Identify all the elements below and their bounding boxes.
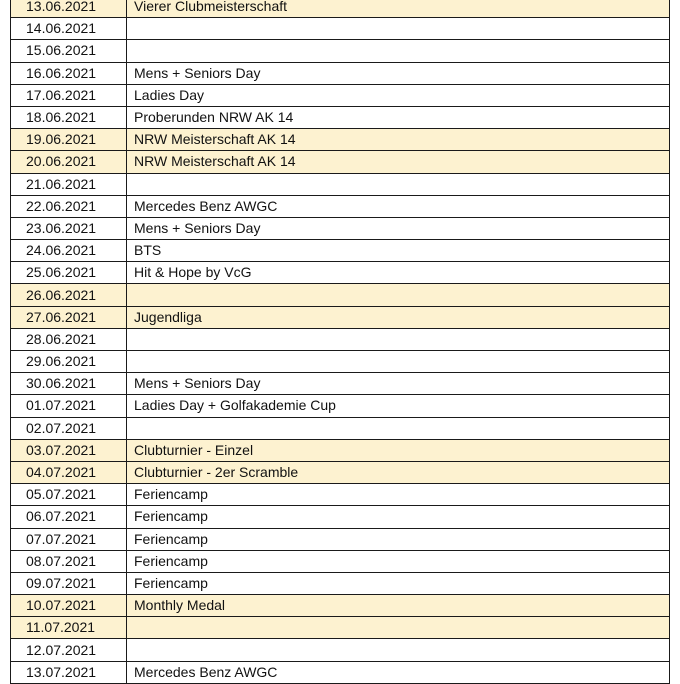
table-row xyxy=(11,84,670,106)
table-row xyxy=(11,240,670,262)
table-row xyxy=(11,62,670,84)
date-cell[interactable]: 09.07.2021 xyxy=(11,572,127,594)
date-cell[interactable]: 26.06.2021 xyxy=(11,284,127,306)
table-row xyxy=(11,195,670,217)
table-row xyxy=(11,639,670,661)
table-row xyxy=(11,351,670,373)
date-cell[interactable]: 25.06.2021 xyxy=(11,262,127,284)
table-row xyxy=(11,0,670,18)
date-cell[interactable]: 15.06.2021 xyxy=(11,40,127,62)
event-cell[interactable]: Mens + Seniors Day xyxy=(127,373,670,395)
date-cell[interactable]: 21.06.2021 xyxy=(11,173,127,195)
event-cell[interactable] xyxy=(127,284,670,306)
table-row xyxy=(11,284,670,306)
event-cell[interactable]: NRW Meisterschaft AK 14 xyxy=(127,129,670,151)
event-cell[interactable] xyxy=(127,328,670,350)
schedule-sheet xyxy=(10,0,670,684)
event-cell[interactable]: Monthly Medal xyxy=(127,595,670,617)
table-row xyxy=(11,106,670,128)
table-row xyxy=(11,506,670,528)
event-cell[interactable]: Feriencamp xyxy=(127,528,670,550)
date-cell[interactable]: 12.07.2021 xyxy=(11,639,127,661)
table-row xyxy=(11,395,670,417)
date-cell[interactable]: 24.06.2021 xyxy=(11,240,127,262)
date-cell[interactable]: 28.06.2021 xyxy=(11,328,127,350)
event-cell[interactable]: Jugendliga xyxy=(127,306,670,328)
event-cell[interactable] xyxy=(127,617,670,639)
table-row xyxy=(11,572,670,594)
event-cell[interactable]: BTS xyxy=(127,240,670,262)
date-cell[interactable]: 19.06.2021 xyxy=(11,129,127,151)
date-cell[interactable]: 20.06.2021 xyxy=(11,151,127,173)
event-cell[interactable]: Feriencamp xyxy=(127,550,670,572)
event-cell[interactable]: Clubturnier - 2er Scramble xyxy=(127,461,670,483)
date-cell[interactable]: 30.06.2021 xyxy=(11,373,127,395)
event-cell[interactable]: Ladies Day + Golfakademie Cup xyxy=(127,395,670,417)
event-cell[interactable]: Hit & Hope by VcG xyxy=(127,262,670,284)
event-cell[interactable]: Mercedes Benz AWGC xyxy=(127,195,670,217)
table-row xyxy=(11,528,670,550)
date-cell[interactable]: 23.06.2021 xyxy=(11,217,127,239)
table-row xyxy=(11,550,670,572)
event-cell[interactable] xyxy=(127,173,670,195)
event-cell[interactable] xyxy=(127,18,670,40)
table-row xyxy=(11,173,670,195)
event-cell[interactable]: Mens + Seniors Day xyxy=(127,62,670,84)
table-row xyxy=(11,217,670,239)
table-row xyxy=(11,484,670,506)
table-row xyxy=(11,262,670,284)
table-row xyxy=(11,306,670,328)
event-cell[interactable]: NRW Meisterschaft AK 14 xyxy=(127,151,670,173)
event-cell[interactable]: Feriencamp xyxy=(127,572,670,594)
date-cell[interactable]: 07.07.2021 xyxy=(11,528,127,550)
date-cell[interactable]: 04.07.2021 xyxy=(11,461,127,483)
event-cell[interactable]: Mercedes Benz AWGC xyxy=(127,661,670,683)
date-cell[interactable]: 02.07.2021 xyxy=(11,417,127,439)
date-cell[interactable]: 13.06.2021 xyxy=(11,0,127,18)
date-cell[interactable]: 29.06.2021 xyxy=(11,351,127,373)
table-row xyxy=(11,18,670,40)
date-cell[interactable]: 10.07.2021 xyxy=(11,595,127,617)
schedule-table xyxy=(10,0,670,684)
table-row xyxy=(11,40,670,62)
table-row xyxy=(11,461,670,483)
date-cell[interactable]: 06.07.2021 xyxy=(11,506,127,528)
event-cell[interactable]: Proberunden NRW AK 14 xyxy=(127,106,670,128)
date-cell[interactable]: 14.06.2021 xyxy=(11,18,127,40)
table-row xyxy=(11,373,670,395)
table-row xyxy=(11,595,670,617)
date-cell[interactable]: 17.06.2021 xyxy=(11,84,127,106)
table-row xyxy=(11,328,670,350)
date-cell[interactable]: 01.07.2021 xyxy=(11,395,127,417)
date-cell[interactable]: 18.06.2021 xyxy=(11,106,127,128)
schedule-table-body xyxy=(11,0,670,683)
event-cell[interactable]: Clubturnier - Einzel xyxy=(127,439,670,461)
table-row xyxy=(11,129,670,151)
event-cell[interactable]: Feriencamp xyxy=(127,484,670,506)
event-cell[interactable]: Vierer Clubmeisterschaft xyxy=(127,0,670,18)
event-cell[interactable] xyxy=(127,417,670,439)
date-cell[interactable]: 13.07.2021 xyxy=(11,661,127,683)
event-cell[interactable] xyxy=(127,639,670,661)
event-cell[interactable] xyxy=(127,40,670,62)
event-cell[interactable]: Ladies Day xyxy=(127,84,670,106)
date-cell[interactable]: 22.06.2021 xyxy=(11,195,127,217)
date-cell[interactable]: 16.06.2021 xyxy=(11,62,127,84)
date-cell[interactable]: 27.06.2021 xyxy=(11,306,127,328)
table-row xyxy=(11,417,670,439)
date-cell[interactable]: 03.07.2021 xyxy=(11,439,127,461)
date-cell[interactable]: 08.07.2021 xyxy=(11,550,127,572)
table-row xyxy=(11,439,670,461)
table-row xyxy=(11,617,670,639)
date-cell[interactable]: 11.07.2021 xyxy=(11,617,127,639)
event-cell[interactable]: Mens + Seniors Day xyxy=(127,217,670,239)
date-cell[interactable]: 05.07.2021 xyxy=(11,484,127,506)
table-row xyxy=(11,151,670,173)
event-cell[interactable] xyxy=(127,351,670,373)
table-row xyxy=(11,661,670,683)
event-cell[interactable]: Feriencamp xyxy=(127,506,670,528)
